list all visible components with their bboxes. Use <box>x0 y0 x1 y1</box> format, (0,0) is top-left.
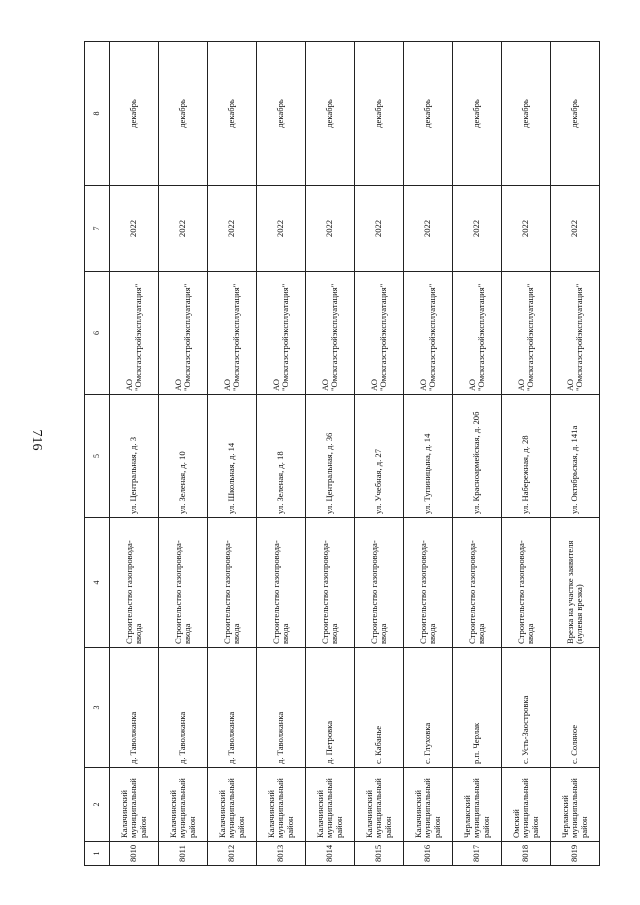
locality-cell: д. Таволжанка <box>208 648 257 768</box>
month-cell: декабрь <box>502 42 551 186</box>
month-cell: декабрь <box>110 42 159 186</box>
row-number: 8019 <box>551 842 600 866</box>
year-cell: 2022 <box>159 186 208 272</box>
address-cell: ул. Центральная, д. 36 <box>306 395 355 518</box>
year-cell: 2022 <box>355 186 404 272</box>
organization-cell: АО "Омскгазстройэксплуатация" <box>208 272 257 395</box>
locality-cell: д. Таволжанка <box>110 648 159 768</box>
work-cell: Строительство газопровода-ввода <box>110 518 159 648</box>
table-row <box>502 42 551 866</box>
district-cell: Калачинский муниципальный район <box>208 768 257 842</box>
locality-cell: с. Кабанье <box>355 648 404 768</box>
work-cell: Строительство газопровода-ввода <box>257 518 306 648</box>
year-cell: 2022 <box>404 186 453 272</box>
year-cell: 2022 <box>208 186 257 272</box>
table-row <box>404 42 453 866</box>
column-header: 7 <box>85 186 110 272</box>
month-cell: декабрь <box>551 42 600 186</box>
column-header: 8 <box>85 42 110 186</box>
organization-cell: АО "Омскгазстройэксплуатация" <box>159 272 208 395</box>
month-cell: декабрь <box>208 42 257 186</box>
table-row <box>208 42 257 866</box>
month-cell: декабрь <box>159 42 208 186</box>
address-cell: ул. Зеленая, д. 18 <box>257 395 306 518</box>
work-cell: Врезка на участке заявителя (нулевая врезка) <box>551 518 600 648</box>
row-number: 8013 <box>257 842 306 866</box>
organization-cell: АО "Омскгазстройэксплуатация" <box>502 272 551 395</box>
row-number: 8018 <box>502 842 551 866</box>
locality-cell: с. Усть-Заостровка <box>502 648 551 768</box>
locality-cell: д. Петровка <box>306 648 355 768</box>
row-number: 8016 <box>404 842 453 866</box>
address-cell: ул. Школьная, д. 14 <box>208 395 257 518</box>
year-cell: 2022 <box>306 186 355 272</box>
organization-cell: АО "Омскгазстройэксплуатация" <box>257 272 306 395</box>
work-cell: Строительство газопровода-ввода <box>159 518 208 648</box>
district-cell: Калачинский муниципальный район <box>159 768 208 842</box>
year-cell: 2022 <box>453 186 502 272</box>
address-cell: ул. Центральная, д. 3 <box>110 395 159 518</box>
organization-cell: АО "Омскгазстройэксплуатация" <box>551 272 600 395</box>
month-cell: декабрь <box>257 42 306 186</box>
address-cell: ул. Зеленая, д. 10 <box>159 395 208 518</box>
month-cell: декабрь <box>355 42 404 186</box>
organization-cell: АО "Омскгазстройэксплуатация" <box>453 272 502 395</box>
year-cell: 2022 <box>502 186 551 272</box>
row-number: 8017 <box>453 842 502 866</box>
table-row <box>355 42 404 866</box>
month-cell: декабрь <box>306 42 355 186</box>
header-row <box>85 42 110 866</box>
district-cell: Черлакский муниципальный район <box>453 768 502 842</box>
organization-cell: АО "Омскгазстройэксплуатация" <box>110 272 159 395</box>
column-header: 4 <box>85 518 110 648</box>
locality-cell: р.п. Черлак <box>453 648 502 768</box>
locality-cell: с. Глуховка <box>404 648 453 768</box>
table-row <box>453 42 502 866</box>
table-row <box>257 42 306 866</box>
district-cell: Черлакский муниципальный район <box>551 768 600 842</box>
district-cell: Калачинский муниципальный район <box>404 768 453 842</box>
row-number: 8012 <box>208 842 257 866</box>
row-number: 8015 <box>355 842 404 866</box>
address-cell: ул. Октябрьская, д. 141а <box>551 395 600 518</box>
locality-cell: д. Таволжанка <box>159 648 208 768</box>
table-row <box>306 42 355 866</box>
address-cell: ул. Тупиницына, д. 14 <box>404 395 453 518</box>
month-cell: декабрь <box>453 42 502 186</box>
row-number: 8014 <box>306 842 355 866</box>
row-number: 8011 <box>159 842 208 866</box>
work-cell: Строительство газопровода-ввода <box>306 518 355 648</box>
work-cell: Строительство газопровода-ввода <box>404 518 453 648</box>
table-row <box>551 42 600 866</box>
work-cell: Строительство газопровода-ввода <box>502 518 551 648</box>
table-row <box>159 42 208 866</box>
column-header: 3 <box>85 648 110 768</box>
district-cell: Омский муниципальный район <box>502 768 551 842</box>
district-cell: Калачинский муниципальный район <box>355 768 404 842</box>
organization-cell: АО "Омскгазстройэксплуатация" <box>355 272 404 395</box>
year-cell: 2022 <box>257 186 306 272</box>
work-cell: Строительство газопровода-ввода <box>208 518 257 648</box>
work-cell: Строительство газопровода-ввода <box>355 518 404 648</box>
work-cell: Строительство газопровода-ввода <box>453 518 502 648</box>
year-cell: 2022 <box>110 186 159 272</box>
page-number: 716 <box>29 429 44 451</box>
address-cell: ул. Набережная, д. 28 <box>502 395 551 518</box>
table-row <box>110 42 159 866</box>
month-cell: декабрь <box>404 42 453 186</box>
column-header: 2 <box>85 768 110 842</box>
district-cell: Калачинский муниципальный район <box>306 768 355 842</box>
district-cell: Калачинский муниципальный район <box>110 768 159 842</box>
column-header: 1 <box>85 842 110 866</box>
organization-cell: АО "Омскгазстройэксплуатация" <box>404 272 453 395</box>
address-cell: ул. Красноармейская, д. 20б <box>453 395 502 518</box>
rotated-table-container <box>84 42 589 866</box>
address-cell: ул. Учебная, д. 27 <box>355 395 404 518</box>
column-header: 6 <box>85 272 110 395</box>
row-number: 8010 <box>110 842 159 866</box>
schedule-table <box>84 41 600 866</box>
year-cell: 2022 <box>551 186 600 272</box>
locality-cell: с. Соляное <box>551 648 600 768</box>
locality-cell: д. Таволжанка <box>257 648 306 768</box>
district-cell: Калачинский муниципальный район <box>257 768 306 842</box>
column-header: 5 <box>85 395 110 518</box>
organization-cell: АО "Омскгазстройэксплуатация" <box>306 272 355 395</box>
